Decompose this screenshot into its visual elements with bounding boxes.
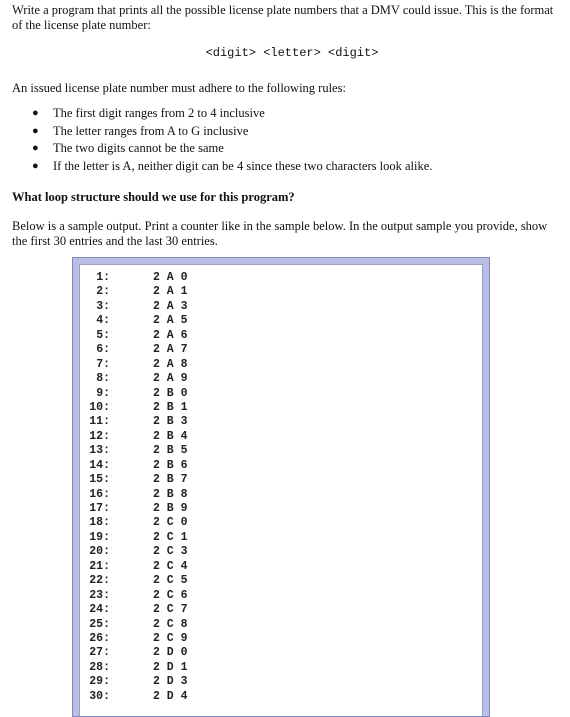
output-row xyxy=(80,343,482,357)
row-plate: 2 A 0 xyxy=(153,271,188,284)
row-counter: 6: xyxy=(96,343,110,357)
output-row xyxy=(80,444,482,458)
row-counter: 21: xyxy=(89,559,110,573)
rule-item: ● The two digits cannot be the same xyxy=(32,141,224,155)
row-counter: 14: xyxy=(89,458,110,472)
row-counter: 7: xyxy=(96,357,110,371)
output-row xyxy=(80,560,482,574)
row-counter: 18: xyxy=(89,516,110,530)
output-sample-panel[interactable] xyxy=(79,264,483,716)
output-row xyxy=(80,632,482,646)
row-plate: 2 B 3 xyxy=(153,415,188,429)
row-counter: 13: xyxy=(89,444,110,458)
rules-intro: An issued license plate number must adhere to the following rules: xyxy=(12,81,346,95)
row-plate: 2 B 9 xyxy=(153,502,188,515)
row-plate: 2 C 3 xyxy=(153,545,188,559)
question-heading: What loop structure should we use for this program? xyxy=(12,190,295,204)
row-plate: 2 B 1 xyxy=(153,400,188,414)
row-counter: 1: xyxy=(96,271,110,284)
row-counter: 17: xyxy=(89,502,110,515)
row-plate: 2 B 6 xyxy=(153,458,188,472)
output-row xyxy=(80,387,482,401)
output-row xyxy=(80,358,482,372)
row-counter: 16: xyxy=(89,487,110,501)
bullet-icon: ● xyxy=(32,142,39,154)
output-row xyxy=(80,545,482,559)
row-counter: 20: xyxy=(89,545,110,559)
row-plate: 2 C 6 xyxy=(153,588,188,602)
row-plate: 2 B 8 xyxy=(153,487,188,501)
row-plate: 2 A 6 xyxy=(153,328,188,342)
output-row xyxy=(80,271,482,285)
row-counter: 5: xyxy=(96,328,110,342)
output-row xyxy=(80,502,482,516)
output-row xyxy=(80,300,482,314)
output-row xyxy=(80,372,482,386)
row-plate: 2 C 9 xyxy=(153,631,188,645)
rule-item: ● The first digit ranges from 2 to 4 inclusive xyxy=(32,106,265,120)
row-plate: 2 A 8 xyxy=(153,357,188,371)
row-plate: 2 B 5 xyxy=(153,444,188,458)
row-plate: 2 D 3 xyxy=(153,675,188,689)
row-plate: 2 C 7 xyxy=(153,603,188,617)
row-plate: 2 C 5 xyxy=(153,574,188,588)
row-plate: 2 B 0 xyxy=(153,386,188,400)
output-row xyxy=(80,603,482,617)
row-counter: 15: xyxy=(89,473,110,487)
row-counter: 27: xyxy=(89,646,110,660)
row-counter: 9: xyxy=(96,386,110,400)
output-rows xyxy=(80,271,482,704)
plate-format: <digit> <letter> <digit> xyxy=(205,46,379,60)
rule-item: ● If the letter is A, neither digit can be 4 since these two characters look alike. xyxy=(32,158,433,173)
output-row xyxy=(80,314,482,328)
row-plate: 2 A 9 xyxy=(153,372,188,386)
row-plate: 2 C 8 xyxy=(153,617,188,631)
row-plate: 2 A 1 xyxy=(153,285,188,299)
output-row xyxy=(80,488,482,502)
bullet-icon: ● xyxy=(32,159,39,172)
row-plate: 2 C 0 xyxy=(153,516,188,530)
output-row xyxy=(80,661,482,675)
output-row xyxy=(80,690,482,704)
row-plate: 2 A 5 xyxy=(153,314,188,328)
output-row xyxy=(80,329,482,343)
output-row xyxy=(80,574,482,588)
row-counter: 22: xyxy=(89,574,110,588)
row-counter: 19: xyxy=(89,530,110,544)
row-counter: 30: xyxy=(89,689,110,703)
output-row xyxy=(80,415,482,429)
output-row xyxy=(80,646,482,660)
row-plate: 2 D 0 xyxy=(153,646,188,660)
row-plate: 2 B 7 xyxy=(153,473,188,487)
output-row xyxy=(80,589,482,603)
output-row xyxy=(80,459,482,473)
output-sample-box xyxy=(72,257,490,717)
rule-item: ● The letter ranges from A to G inclusive xyxy=(32,123,249,138)
output-row xyxy=(80,675,482,689)
row-counter: 23: xyxy=(89,588,110,602)
bullet-icon: ● xyxy=(32,124,39,137)
row-counter: 3: xyxy=(96,299,110,313)
intro-paragraph: Write a program that prints all the possible license plate numbers that a DMV could issue. This is the format of the license plate number: xyxy=(12,3,554,32)
sample-instructions: Below is a sample output. Print a counter like in the sample below. In the output sample you provide, show the first 30 entries and the last 30 entries. xyxy=(12,219,548,248)
rules-list xyxy=(28,106,432,176)
row-counter: 25: xyxy=(89,617,110,631)
row-counter: 24: xyxy=(89,603,110,617)
bullet-icon: ● xyxy=(32,107,39,119)
row-counter: 11: xyxy=(89,415,110,429)
output-row xyxy=(80,473,482,487)
output-row xyxy=(80,618,482,632)
row-plate: 2 C 4 xyxy=(153,559,188,573)
row-plate: 2 C 1 xyxy=(153,530,188,544)
row-plate: 2 D 4 xyxy=(153,689,188,703)
row-plate: 2 D 1 xyxy=(153,660,188,674)
row-counter: 2: xyxy=(96,285,110,299)
output-row xyxy=(80,531,482,545)
row-plate: 2 A 7 xyxy=(153,343,188,357)
output-row xyxy=(80,401,482,415)
output-row xyxy=(80,285,482,299)
row-counter: 26: xyxy=(89,631,110,645)
row-counter: 10: xyxy=(89,400,110,414)
row-counter: 12: xyxy=(89,429,110,443)
row-counter: 4: xyxy=(96,314,110,328)
output-row xyxy=(80,516,482,530)
row-plate: 2 B 4 xyxy=(153,429,188,443)
row-counter: 28: xyxy=(89,660,110,674)
output-row xyxy=(80,430,482,444)
row-counter: 29: xyxy=(89,675,110,689)
row-counter: 8: xyxy=(96,372,110,386)
row-plate: 2 A 3 xyxy=(153,299,188,313)
